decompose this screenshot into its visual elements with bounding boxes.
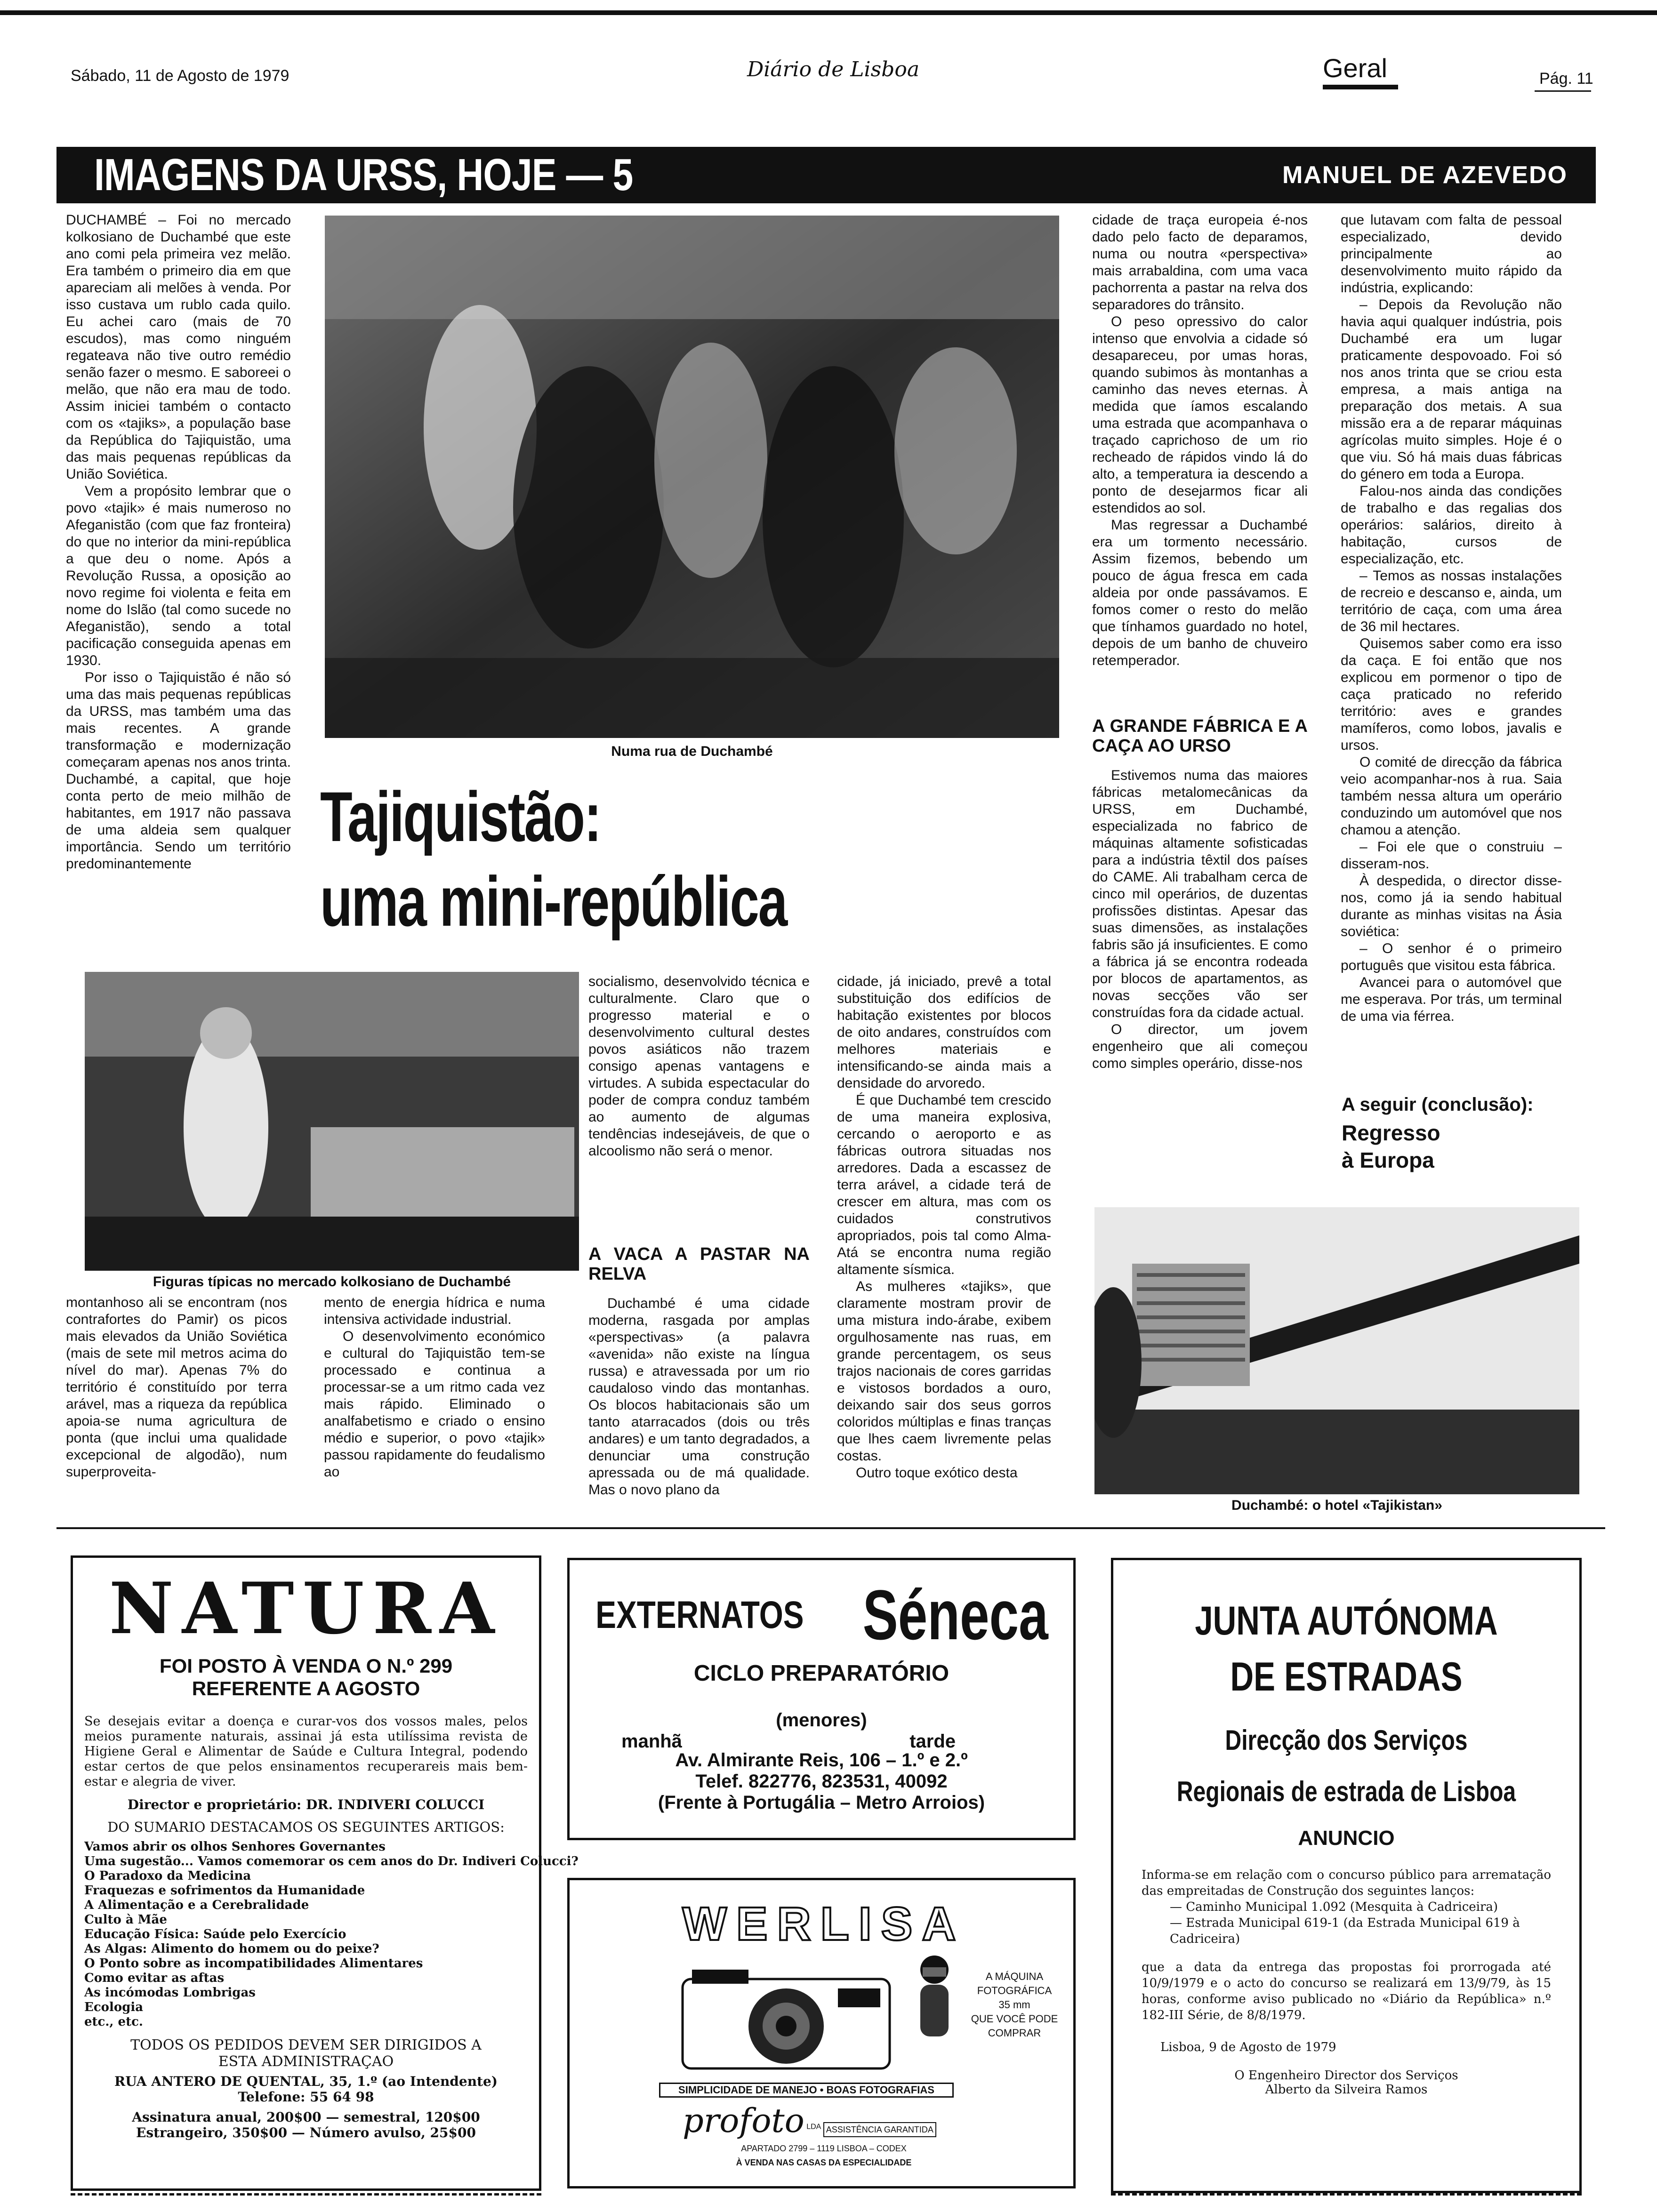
ad-junta-signature-2: Alberto da Silveira Ramos — [1265, 2083, 1428, 2097]
article-paragraph: Outro toque exótico desta — [856, 1465, 1018, 1481]
article-paragraph: O peso opressivo do calor intenso que envolvia a cidade só desapareceu, por umas horas, quando subimos às montanhas a caminho das neves eternas. À medida que íamos escalando uma estrada que acompanhava o traçado caprichoso de um rio recheado de rápidos vindo lá do alto, a temperatura ia descendo a ponto de desejarmos ficar ali estendidos ao sol. — [1092, 314, 1308, 516]
article-paragraph: É que Duchambé tem crescido de uma maneira explosiva, cercando o aeroporto e as fábricas outrora situadas nos arredores. Dada a escassez de terra arável, a cidade terá de crescer em altura, mas com os cuidados construtivos apropriados, pois tal como Alma-Atá se encontra numa região altamente sísmica. — [837, 1092, 1051, 1277]
article-paragraph: cidade, já iniciado, prevê a total substituição dos edifícios de habitação existentes por blocos de oito andares, construídos com melhores materiais e intensificando-se ainda mais a densidade do arvoredo. — [837, 974, 1051, 1091]
ad-junta-estradas — [1111, 1558, 1582, 2193]
article-column-6 — [1341, 212, 1562, 1087]
masthead-top-rule — [0, 10, 1657, 15]
article-column-5 — [1092, 212, 1308, 1177]
ad-natura-article: As Algas: Alimento do homem ou do peixe? — [84, 1942, 379, 1956]
article-paragraph: Quisemos saber como era isso da caça. E foi então que nos explicou em pormenor o tipo de caça praticado no referido território: aves e grandes mamíferos, como lobos, javalis e ursos. — [1341, 636, 1562, 753]
issue-date: Sábado, 11 de Agosto de 1979 — [71, 67, 290, 85]
ad-seneca-afternoon: tarde — [909, 1731, 956, 1752]
article-paragraph: Duchambé é uma cidade moderna, rasgada por amplas «perspectivas» (a palavra «avenida» não existe na língua russa) e atravessada por um rio caudaloso vindo das montanhas. Os blocos habitacionais são um tanto atarracados (dois ou três andares) e um tanto degradados, a denunciar uma construção apressada ou de má qualidade. Mas o novo plano da — [588, 1296, 810, 1498]
photo-street-caption: Numa rua de Duchambé — [611, 744, 773, 759]
page-number: Pág. 11 — [1539, 70, 1593, 88]
article-paragraph: Avancei para o automóvel que me esperava. Por trás, um terminal de uma via férrea. — [1341, 975, 1562, 1024]
ad-seneca-minors: (menores) — [776, 1710, 867, 1731]
feature-bottom-rule — [56, 1527, 1605, 1529]
feature-author: MANUEL DE AZEVEDO — [1282, 161, 1568, 189]
ad-natura-article: Educação Física: Saúde pelo Exercício — [84, 1927, 346, 1941]
headline-line-2: uma mini-república — [320, 862, 787, 941]
ad-werlisa-tag-3: QUE VOCÊ PODE COMPRAR — [971, 2013, 1058, 2039]
article-paragraph: montanhoso ali se encontram (nos contrafortes do Pamir) os picos mais elevados da União Soviética (mais de sete mil metros acima do nível do mar). Apenas 7% do território é constituído por terra arável, mas a riqueza da república apoia-se numa agricultura de ponta (que inclui uma qualidade excepcional de algodão), num superproveita- — [66, 1295, 287, 1480]
next-part-label: A seguir (conclusão): — [1342, 1094, 1534, 1115]
ad-seneca-name-2: Séneca — [862, 1575, 1048, 1654]
photo-hotel-tajikistan — [1094, 1207, 1579, 1494]
feature-banner-title: IMAGENS DA URSS, HOJE — 5 — [94, 150, 633, 200]
ad-natura-article: Como evitar as aftas — [84, 1971, 225, 1985]
ad-seneca-subtitle: CICLO PREPARATÓRIO — [693, 1661, 949, 1686]
photo-hotel-caption: Duchambé: o hotel «Tajikistan» — [1231, 1498, 1442, 1513]
ad-seneca-name — [570, 1574, 1073, 1656]
ad-werlisa-tagline — [960, 1970, 1069, 2040]
article-paragraph: Falou-nos ainda das condições de trabalho e das regalias dos operários: salários, direito à habitação, cursos de especialização, etc. — [1341, 483, 1562, 567]
ad-natura-price-1: Assinatura anual, 200$00 — semestral, 120$00 — [132, 2109, 480, 2125]
article-paragraph: O comité de direcção da fábrica veio acompanhar-nos à rua. Saia também nessa altura um operário conduzindo um automóvel que nos chamou a atenção. — [1341, 754, 1562, 838]
headline-line-1: Tajiquistão: — [320, 777, 601, 856]
ad-junta-dept-2 — [1113, 1775, 1579, 1808]
ad-natura-article: Culto à Mãe — [84, 1913, 167, 1927]
ad-natura-address: RUA ANTERO DE QUENTAL, 35, 1.º (ao Intendente) — [114, 2074, 498, 2089]
ad-junta-title-2-text: DE ESTRADAS — [1230, 1654, 1463, 1699]
ad-natura-title: NATURA — [109, 1567, 503, 1650]
section-name: Geral — [1323, 53, 1387, 83]
ad-natura-article: Uma sugestão... Vamos comemorar os cem anos do Dr. Indiveri Colucci? — [84, 1854, 579, 1868]
ad-junta-item-2: — Estrada Municipal 619-1 (da Estrada Municipal 619 à Cadriceira) — [1170, 1916, 1520, 1946]
subheading-fabrica: A GRANDE FÁBRICA E A CAÇA AO URSO — [1092, 716, 1308, 756]
ad-natura-price-2: Estrangeiro, 350$00 — Número avulso, 25$00 — [136, 2125, 476, 2140]
ad-junta-title-1 — [1113, 1598, 1579, 1644]
article-column-4 — [837, 973, 1051, 1519]
article-column-1 — [66, 212, 291, 970]
ad-natura — [71, 1555, 579, 2191]
article-paragraph: O desenvolvimento económico e cultural do Tajiquistão tem-se processado e continua a processar-se a um ritmo cada vez mais rápido. Eliminado o analfabetismo e criado o ensino médio e superior, o povo «tajik» passou rapidamente do feudalismo ao — [324, 1329, 545, 1480]
ad-werlisa-address: APARTADO 2799 – 1119 LISBOA – CODEX — [741, 2144, 907, 2153]
ad-junta-body-2: que a data da entrega das propostas foi prorrogada até 10/9/1979 e o acto do concurso se realizará em 13/9/79, às 15 horas, conforme aviso publicado no «Diário da República» n.º 182-III Série, de 8/8/1979. — [1142, 1960, 1551, 2022]
ad-natura-issue: FOI POSTO À VENDA O N.º 299 — [159, 1655, 453, 1677]
camera-icon — [678, 1960, 894, 2078]
article-paragraph: DUCHAMBÉ – Foi no mercado kolkosiano de Duchambé que este ano comi pela primeira vez melão. Era também o primeiro dia em que apareciam ali melões à venda. Por isso custava um rublo cada quilo. Eu achei caro (mais de 70 escudos), mas como ninguém regateava não tive outro remédio senão fazer o mesmo. E saboreei o melão, que não era mau de todo. Assim iniciei também o contacto com os «tajiks», a população base da República do Tajiquistão, uma das mais pequenas repúblicas da União Soviética. — [66, 212, 291, 482]
ad-natura-article: As incómodas Lombrigas — [84, 1986, 256, 2000]
ad-natura-articles — [84, 1840, 579, 2029]
next-part-title-1: Regresso — [1342, 1121, 1440, 1145]
ad-werlisa — [567, 1878, 1076, 2188]
ad-seneca-morning: manhã — [621, 1731, 682, 1752]
ad-werlisa-tag-1: A MÁQUINA FOTOGRÁFICA — [977, 1971, 1052, 1996]
ad-natura-director: Director e proprietário: DR. INDIVERI COLUCCI — [127, 1797, 485, 1812]
ad-natura-article: Ecologia — [84, 2000, 144, 2014]
article-paragraph: socialismo, desenvolvido técnica e culturalmente. Claro que o progresso material e o desenvolvimento cultural destes povos asiáticos não trazem consigo apenas vantagens e virtudes. A subida espectacular do poder de compra conduz também ao aumento de algumas tendências indesejáveis, de que o alcoolismo não será o menor. — [588, 974, 810, 1159]
article-paragraph: Vem a propósito lembrar que o povo «tajik» é mais numeroso no Afeganistão (com que faz fronteira) do que no interior da mini-república a que deu o nome. Após a Revolução Russa, a oposição ao novo regime foi violenta e feita em nome do Islão (tal como sucede no Afeganistão), sendo a total pacificação conseguida apenas em 1930. — [66, 483, 291, 668]
ad-werlisa-brand: WERLISA — [682, 1898, 965, 1950]
ad-natura-article: O Paradoxo da Medicina — [84, 1869, 251, 1883]
article-paragraph: – Foi ele que o construiu – disseram-nos. — [1341, 839, 1562, 872]
ad-natura-summary-head: DO SUMARIO DESTACAMOS OS SEGUINTES ARTIGOS: — [107, 1819, 505, 1835]
photo-market-duchambe — [85, 972, 579, 1271]
ad-natura-article: A Alimentação e a Cerebralidade — [84, 1898, 309, 1912]
ad-junta-item-1: — Caminho Municipal 1.092 (Mesquita à Cadriceira) — [1170, 1900, 1498, 1914]
page-number-rule — [1535, 90, 1591, 92]
ad-werlisa-dealer — [683, 2101, 936, 2140]
ad-werlisa-tag-2: 35 mm — [998, 1999, 1030, 2011]
ad-seneca-schedule — [570, 1731, 1073, 1750]
article-column-3 — [588, 973, 810, 1519]
ad-seneca-phone: Telef. 822776, 823531, 40092 — [695, 1771, 948, 1792]
article-paragraph: cidade de traça europeia é-nos dado pelo facto de deparamos, numa ou noutra «perspectiva» mais arrabaldina, com uma vaca pachorrenta a pastar na relva dos separadores do trânsito. — [1092, 212, 1308, 313]
ad-junta-title-1-text: JUNTA AUTÓNOMA — [1195, 1598, 1498, 1643]
article-paragraph: Estivemos numa das maiores fábricas metalomecânicas da URSS, em Duchambé, especializada no fabrico de máquinas altamente sofisticadas para a indústria têxtil dos países do CAME. Ali trabalham cerca de cinco mil operários, de duzentas profissões distintas. Apesar das suas dimensões, as instalações fabris são já insuficientes. E como a fábrica já se encontra rodeada por blocos de apartamentos, as novas secções vão ser construídas fora da cidade actual. — [1092, 768, 1308, 1020]
next-part-title-2: à Europa — [1342, 1148, 1434, 1172]
article-paragraph: – Temos as nossas instalações de recreio e descanso e, ainda, um território de caça, com uma área de 36 mil hectares. — [1341, 568, 1562, 634]
ad-junta-signature-1: O Engenheiro Director dos Serviços — [1234, 2068, 1458, 2083]
ad-werlisa-guarantee: ASSISTÊNCIA GARANTIDA — [823, 2122, 936, 2137]
feature-banner — [56, 147, 1596, 203]
ad-natura-cut-line — [71, 2193, 541, 2196]
article-column-2b — [324, 1294, 545, 1520]
ad-junta-body: Informa-se em relação com o concurso público para arrematação das empreitadas de Construção dos seguintes lanços: — [1142, 1868, 1551, 1898]
ad-werlisa-dealer-name: profoto — [683, 2101, 804, 2140]
ad-natura-article: Fraquezas e sofrimentos da Humanidade — [84, 1883, 365, 1898]
article-paragraph: que lutavam com falta de pessoal especializado, devido principalmente ao desenvolvimento muito rápido da indústria, explicando: — [1341, 212, 1562, 296]
ad-natura-article: O Ponto sobre as incompatibilidades Alimentares — [84, 1956, 423, 1971]
ad-natura-orders: TODOS OS PEDIDOS DEVEM SER DIRIGIDOS A ESTA ADMINISTRAÇAO — [130, 2037, 482, 2070]
ad-werlisa-footer: À VENDA NAS CASAS DA ESPECIALIDADE — [736, 2158, 912, 2167]
ad-junta-dept-1 — [1113, 1724, 1579, 1756]
photo-street-duchambe — [325, 216, 1059, 738]
article-paragraph: Por isso o Tajiquistão é não só uma das mais pequenas repúblicas da URSS, mas também uma das mais recentes. A grande transformação e modernização começaram apenas nos anos trinta. Duchambé, a capital, que hoje conta perto de meio milhão de habitantes, em 1917 não passava de uma aldeia sem qualquer importância. Sendo um território predominantemente — [66, 670, 291, 872]
section-underline — [1323, 85, 1398, 89]
ad-junta-title-2 — [1113, 1654, 1579, 1700]
ad-junta-dept-2-text: Regionais de estrada de Lisboa — [1176, 1776, 1516, 1807]
article-paragraph: mento de energia hídrica e numa intensiva actividade industrial. — [324, 1295, 545, 1327]
newspaper-name: Diário de Lisboa — [747, 57, 920, 81]
article-paragraph: – Depois da Revolução não havia aqui qualquer indústria, pois Duchambé era um lugar praticamente despovoado. Foi só nos anos trinta que se criou esta empresa, a mais antiga na preparação dos metais. A sua missão era a de reparar máquinas agrícolas muito simples. Hoje é o que viu. Só há mais duas fábricas do género em toda a Europa. — [1341, 297, 1562, 482]
ad-seneca-location: (Frente à Portugália – Metro Arroios) — [658, 1792, 985, 1813]
ad-werlisa-slogan: SIMPLICIDADE DE MANEJO • BOAS FOTOGRAFIAS — [659, 2083, 954, 2098]
ad-seneca-address: Av. Almirante Reis, 106 – 1.º e 2.º — [675, 1750, 968, 1771]
ad-werlisa-dealer-suffix: LDA — [806, 2123, 821, 2131]
ad-junta-dept-1-text: Direcção dos Serviços — [1225, 1724, 1468, 1756]
article-paragraph: O director, um jovem engenheiro que ali começou como simples operário, disse-nos — [1092, 1022, 1308, 1071]
ad-junta-date: Lisboa, 9 de Agosto de 1979 — [1160, 2040, 1336, 2054]
article-paragraph: – O senhor é o primeiro português que visitou esta fábrica. — [1341, 941, 1562, 973]
subheading-vaca: A VACA A PASTAR NA RELVA — [588, 1244, 810, 1284]
article-paragraph: As mulheres «tajiks», que claramente mostram provir de uma mistura indo-árabe, exibem orgulhosamente nas ruas, em grande percentagem, os seus trajos nacionais de cores garridas e vistosos bordados a ouro, deixando sair dos seus gorros coloridos múltiplas e finas tranças que lhes caem livremente pelas costas. — [837, 1279, 1051, 1464]
photographer-icon — [909, 1951, 960, 2050]
ad-natura-article: Vamos abrir os olhos Senhores Governantes — [84, 1840, 386, 1854]
ad-seneca-name-1: EXTERNATOS — [595, 1593, 804, 1636]
ad-natura-phone: Telefone: 55 64 98 — [238, 2089, 374, 2105]
article-paragraph: À despedida, o director disse-nos, como já ia sendo habitual durante as minhas visitas na Ásia soviética: — [1341, 873, 1562, 939]
ad-junta-cut-line — [1111, 2193, 1582, 2196]
ad-seneca — [567, 1558, 1076, 1840]
article-paragraph: Mas regressar a Duchambé era um tormento necessário. Assim fizemos, bebendo um pouco de água fresca em cada aldeia por onde passávamos. E fomos comer o resto do melão que tínhamos guardado no hotel, depois de um banho de chuveiro retemperador. — [1092, 517, 1308, 668]
ad-natura-month: REFERENTE A AGOSTO — [192, 1677, 420, 1699]
ad-natura-article: etc., etc. — [84, 2015, 143, 2029]
photo-market-caption: Figuras típicas no mercado kolkosiano de Duchambé — [153, 1274, 511, 1290]
ad-natura-intro: Se desejais evitar a doença e curar-vos dos vossos males, pelos meios puramente naturais, assinai já esta utilíssima revista de Higiene Geral e Alimentar de Saúde e Cultura Integral, podendo estar certos de que pelos ensinamentos recuperareis mais bem-estar e alegria de viver. — [84, 1714, 528, 1789]
ad-junta-notice: ANUNCIO — [1298, 1827, 1395, 1850]
article-column-1b — [66, 1294, 287, 1520]
